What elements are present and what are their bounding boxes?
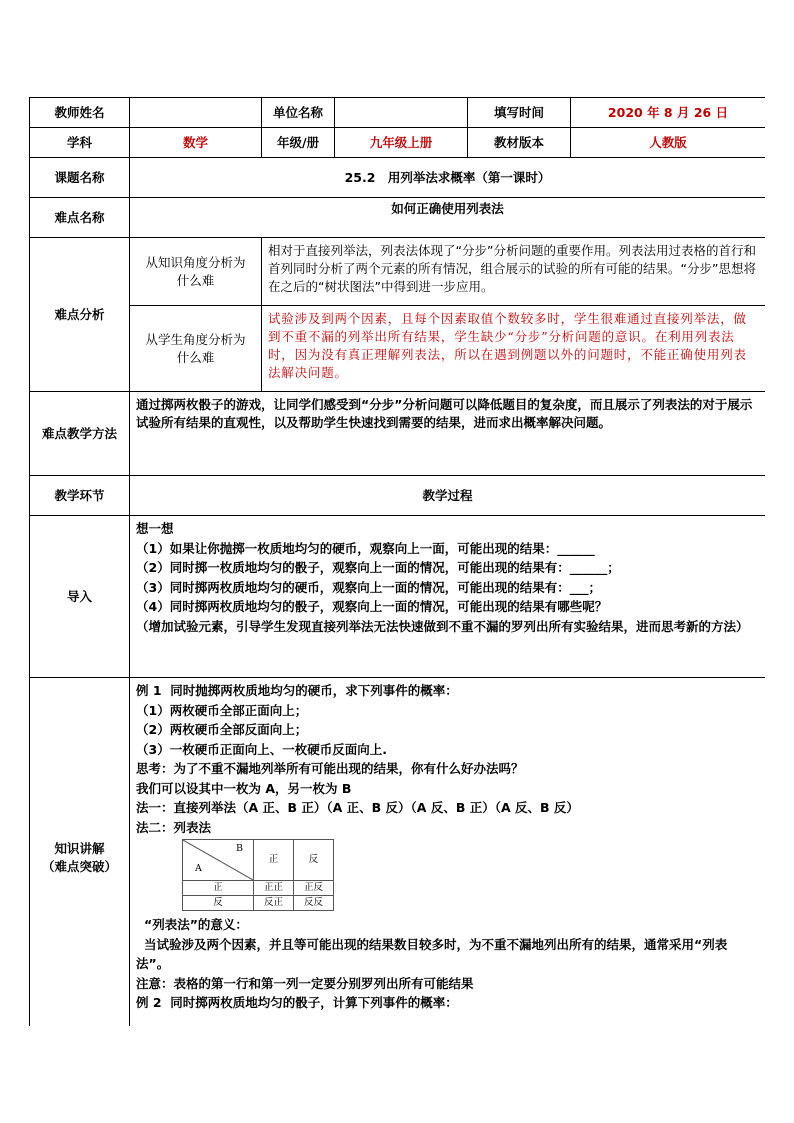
cross-table-corner [183,840,254,881]
unit-label: 单位名称 [262,98,335,128]
stage-header: 教学环节 [30,476,130,516]
intro-line: （增加试验元素，引导学生发现直接列举法无法快速做到不重不漏的罗列出所有实验结果，进而思考新的方法） [136,618,749,634]
row-header: 正 [183,881,254,896]
example1-title: 例 1 同时抛掷两枚质地均匀的硬币，求下列事件的概率： [136,683,458,698]
knowledge-label-line1: 知识讲解 [54,840,105,856]
process-header: 教学过程 [130,476,766,516]
row-header: 反 [183,896,254,911]
knowledge-angle-label: 从知识角度分析为什么难 [130,238,262,306]
intro-content [130,516,766,678]
example1-item: （2）两枚硬币全部反面向上； [136,722,308,737]
process-header-row [30,476,766,516]
intro-row [30,516,766,678]
analysis-row-knowledge [30,238,766,306]
difficulty-label: 难点名称 [30,198,130,238]
knowledge-label-line2: （难点突破） [41,858,117,874]
title-label: 课题名称 [30,158,130,198]
intro-label: 导入 [30,516,130,678]
analysis-label: 难点分析 [30,238,130,392]
intro-line: （1）如果让你抛掷一枚质地均匀的硬币，观察向上一面，可能出现的结果：______ [136,540,595,556]
method-label: 难点教学方法 [30,392,130,476]
title-row [30,158,766,198]
example1-item: （3）一枚硬币正面向上、一枚硬币反面向上. [136,741,387,757]
intro-line: （4）同时掷两枚质地均匀的骰子，观察向上一面的情况，可能出现的结果有哪些呢？ [136,599,608,614]
lesson-design-sheet [29,97,765,1026]
difficulty-row [30,198,766,238]
cross-table-figure [182,839,759,911]
knowledge-content [130,678,766,1027]
knowledge-label [30,678,130,1027]
analysis-row-student [30,306,766,392]
title-value: 25.2 用列举法求概率（第一课时） [130,158,766,198]
subject-value: 数学 [130,128,262,158]
meaning-text: 当试验涉及两个因素，并且等可能出现的结果数目较多时，为不重不漏地列出所有的结果，通常采用“列表法”。 [136,936,728,971]
table-cell: 正反 [294,881,334,896]
method-two-line: 法二：列表法 [136,819,212,835]
table-cell: 反正 [254,896,294,911]
student-angle-text: 试验涉及到两个因素，且每个因素取值个数较多时，学生很难通过直接列举法，做到不重不漏的列举出所有结果，学生缺少“分步”分析问题的意识。在利用列表法时，因为没有真正理解列表法，所以在遇到例题以外的问题时，不能正确使用列表法解决问题。 [262,306,766,392]
knowledge-row [30,678,766,1027]
grade-value: 九年级上册 [335,128,468,158]
example1-item: （1）两枚硬币全部正面向上； [136,702,308,718]
date-label: 填写时间 [468,98,571,128]
lesson-table [29,97,765,1026]
edition-label: 教材版本 [468,128,571,158]
method-row [30,392,766,476]
think-question: 思考：为了不重不漏地列举所有可能出现的结果，你有什么好办法吗？ [136,761,524,776]
intro-line: 想一想 [136,521,174,536]
teacher-value [130,98,262,128]
difficulty-value: 如何正确使用列表法 [130,198,766,238]
cross-table [182,839,334,911]
header-row-2 [30,128,766,158]
corner-a-label: A [195,863,202,874]
table-cell: 反反 [294,896,334,911]
col-header: 反 [294,840,334,881]
method-text: 通过掷两枚骰子的游戏，让同学们感受到“分步”分析问题可以降低题目的复杂度，而且展示了列表法的对于展示试验所有结果的直观性，以及帮助学生快速找到需要的结果，进而求出概率解决问题。 [130,392,766,476]
meaning-title: “列表法”的意义： [144,917,248,932]
setup-line: 我们可以设其中一枚为 A，另一枚为 B [136,780,352,796]
edition-value: 人教版 [571,128,766,158]
student-angle-label: 从学生角度分析为什么难 [130,306,262,392]
note-line: 注意：表格的第一行和第一列一定要分别罗列出所有可能结果 [136,975,474,991]
subject-label: 学科 [30,128,130,158]
teacher-label: 教师姓名 [30,98,130,128]
table-cell: 正正 [254,881,294,896]
example2-title: 例 2 同时掷两枚质地均匀的骰子，计算下列事件的概率： [136,995,458,1010]
grade-label: 年级/册 [262,128,335,158]
knowledge-angle-text: 相对于直接列举法，列表法体现了“分步”分析问题的重要作用。列表法用过表格的首行和首列同时分析了两个元素的所有情况，组合展示的试验的所有可能的结果。“分步”思想将在之后的“树状图法”中得到进一步应用。 [262,238,766,306]
method-one-line: 法一：直接列举法（A 正、B 正）（A 正、B 反）（A 反、B 正）（A 反、B 反） [136,800,579,815]
unit-value [335,98,468,128]
intro-line: （3）同时掷两枚质地均匀的硬币，观察向上一面的情况，可能出现的结果有：___； [136,579,601,595]
intro-line: （2）同时掷一枚质地均匀的骰子，观察向上一面的情况，可能出现的结果有：______； [136,560,620,575]
date-value: 2020 年 8 月 26 日 [571,98,766,128]
corner-b-label: B [236,843,243,854]
header-row-1 [30,98,766,128]
col-header: 正 [254,840,294,881]
